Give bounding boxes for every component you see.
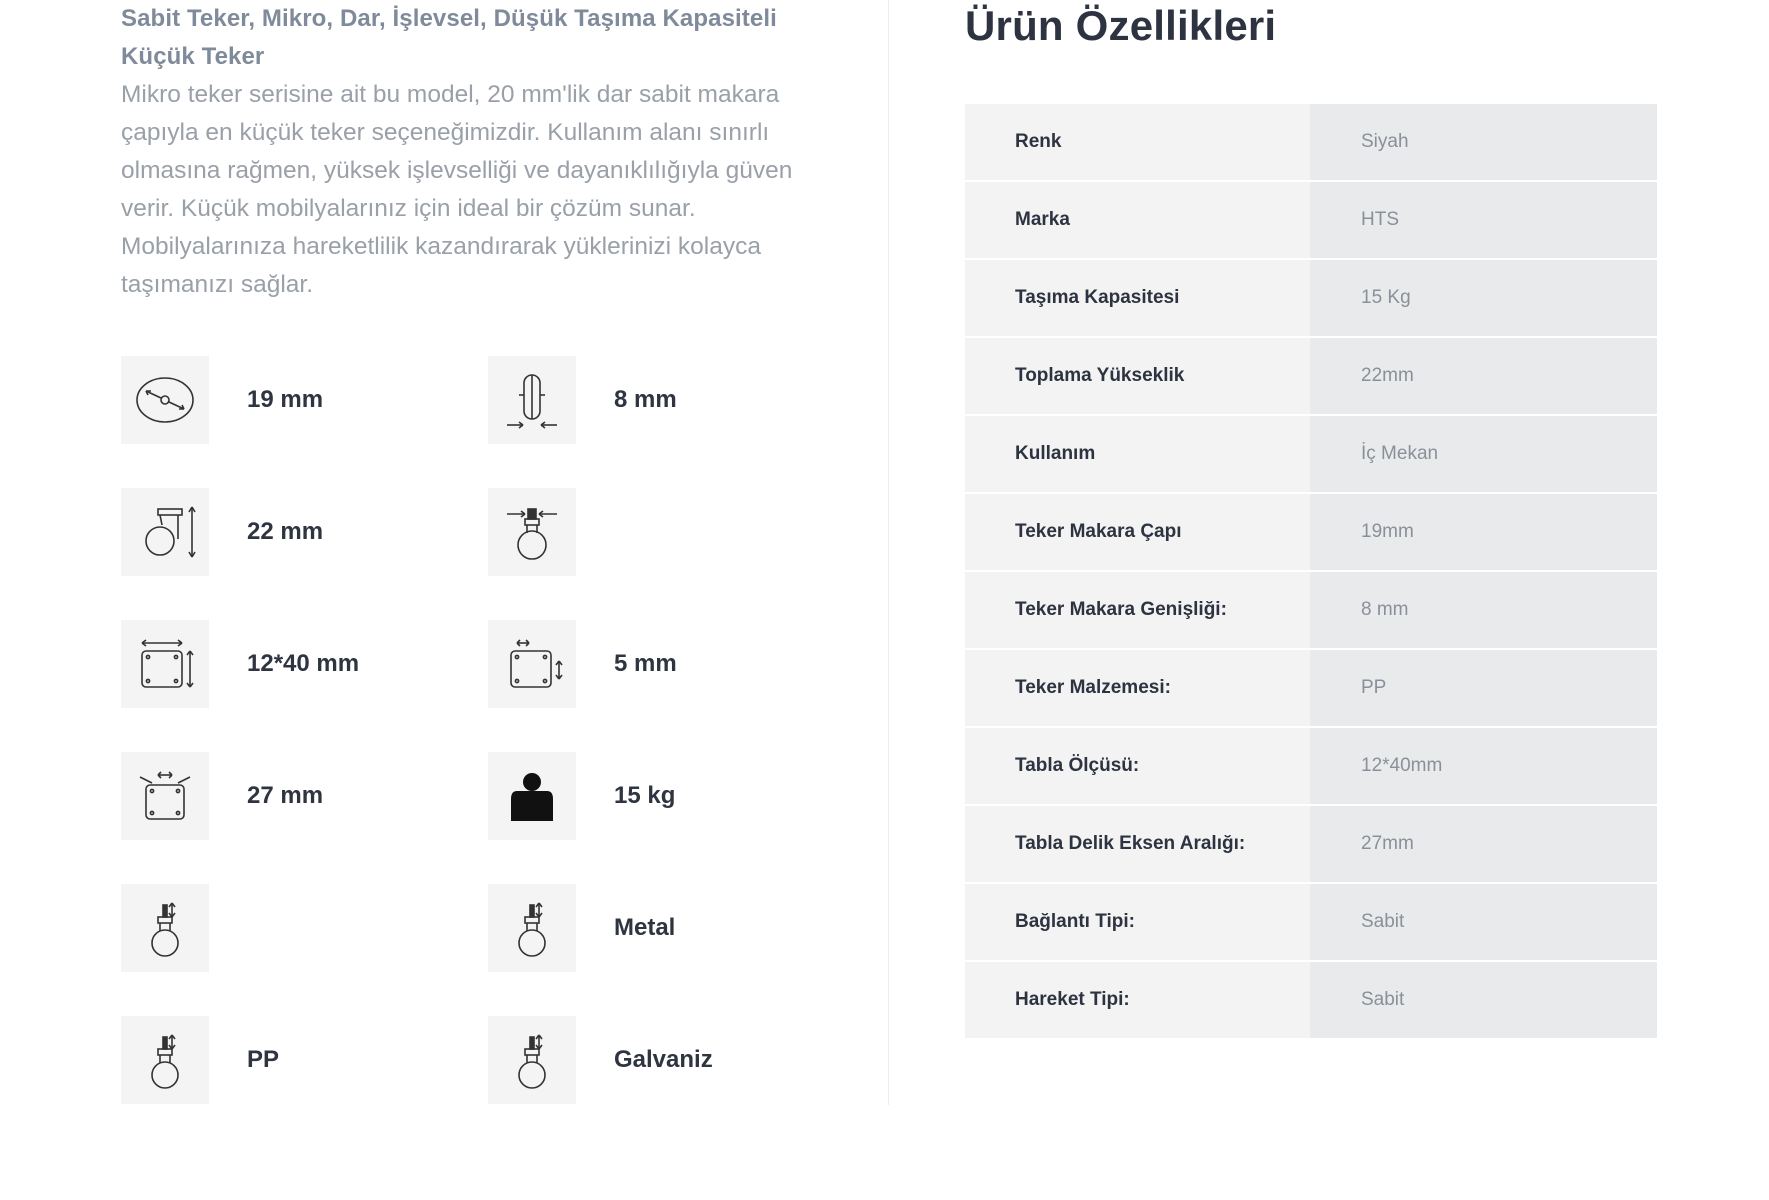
- hole-axis-distance-icon: [121, 752, 209, 840]
- property-value: Sabit: [1310, 884, 1657, 960]
- table-row: [965, 260, 1657, 338]
- spec-item: [121, 488, 451, 576]
- spec-item: [488, 356, 818, 444]
- product-subtitle: Sabit Teker, Mikro, Dar, İşlevsel, Düşük Taşıma Kapasiteli Küçük Teker: [121, 5, 777, 70]
- product-description: Mikro teker serisine ait bu model, 20 mm'lik dar sabit makara çapıyla en küçük teker seçeneğimizdir. Kullanım alanı sınırlı olmasına rağmen, yüksek işlevselliği ve dayanıklılığıyla güven verir. Küçük mobilyalarınız için ideal bir çözüm sunar. Mobilyalarınıza hareketlilik kazandırarak yüklerinizi kolayca taşımanızı sağlar.: [121, 81, 793, 298]
- property-value: İç Mekan: [1310, 416, 1657, 492]
- spec-item: [488, 752, 818, 840]
- table-row: [965, 572, 1657, 650]
- spec-item: [121, 1016, 451, 1104]
- spec-value: 15 kg: [614, 782, 676, 809]
- property-label: Taşıma Kapasitesi: [965, 260, 1310, 336]
- spec-value: PP: [247, 1046, 280, 1073]
- caster-fixed-icon: [121, 884, 209, 972]
- wheel-diameter-icon: [121, 356, 209, 444]
- mount-type-icon: [488, 488, 576, 576]
- spec-item: [121, 752, 451, 840]
- spec-item: [121, 884, 451, 972]
- property-label: Kullanım: [965, 416, 1310, 492]
- caster-coating-icon: [488, 1016, 576, 1104]
- spec-item: [488, 884, 818, 972]
- table-row: [965, 884, 1657, 962]
- spec-item: [488, 620, 818, 708]
- properties-title: Ürün Özellikleri: [965, 2, 1277, 49]
- property-value: HTS: [1310, 182, 1657, 258]
- table-row: [965, 104, 1657, 182]
- spec-value: 5 mm: [614, 650, 677, 677]
- weight-icon: [488, 752, 576, 840]
- caster-metal-icon: [488, 884, 576, 972]
- table-row: [965, 806, 1657, 884]
- property-label: Teker Makara Genişliği:: [965, 572, 1310, 648]
- property-label: Tabla Ölçüsü:: [965, 728, 1310, 804]
- spec-value: 27 mm: [247, 782, 324, 809]
- property-label: Tabla Delik Eksen Aralığı:: [965, 806, 1310, 882]
- property-value: 15 Kg: [1310, 260, 1657, 336]
- property-value: 8 mm: [1310, 572, 1657, 648]
- product-description-section: [121, 0, 821, 1073]
- spec-value: 12*40 mm: [247, 650, 360, 677]
- spec-value: 8 mm: [614, 386, 677, 413]
- spec-item: [488, 1016, 818, 1104]
- property-label: Teker Malzemesi:: [965, 650, 1310, 726]
- property-label: Teker Makara Çapı: [965, 494, 1310, 570]
- spec-value: Metal: [614, 914, 676, 941]
- property-label: Hareket Tipi:: [965, 962, 1310, 1038]
- table-row: [965, 650, 1657, 728]
- property-label: Bağlantı Tipi:: [965, 884, 1310, 960]
- total-height-icon: [121, 488, 209, 576]
- property-value: Sabit: [1310, 962, 1657, 1038]
- caster-wheel-material-icon: [121, 1016, 209, 1104]
- property-value: 19mm: [1310, 494, 1657, 570]
- spec-value: 22 mm: [247, 518, 324, 545]
- spec-item: [488, 488, 818, 576]
- wheel-width-icon: [488, 356, 576, 444]
- plate-size-icon: [121, 620, 209, 708]
- table-row: [965, 338, 1657, 416]
- spec-item: [121, 620, 451, 708]
- property-value: 22mm: [1310, 338, 1657, 414]
- properties-table: [965, 104, 1657, 1040]
- table-row: [965, 182, 1657, 260]
- property-value: 27mm: [1310, 806, 1657, 882]
- table-row: [965, 416, 1657, 494]
- property-value: 12*40mm: [1310, 728, 1657, 804]
- table-row: [965, 494, 1657, 572]
- plate-hole-icon: [488, 620, 576, 708]
- table-row: [965, 728, 1657, 806]
- property-label: Toplama Yükseklik: [965, 338, 1310, 414]
- column-divider: [888, 0, 889, 1105]
- spec-item: [121, 356, 451, 444]
- property-label: Marka: [965, 182, 1310, 258]
- spec-value: 19 mm: [247, 386, 324, 413]
- spec-value: Galvaniz: [614, 1046, 713, 1073]
- table-row: [965, 962, 1657, 1040]
- property-value: PP: [1310, 650, 1657, 726]
- property-value: Siyah: [1310, 104, 1657, 180]
- property-label: Renk: [965, 104, 1310, 180]
